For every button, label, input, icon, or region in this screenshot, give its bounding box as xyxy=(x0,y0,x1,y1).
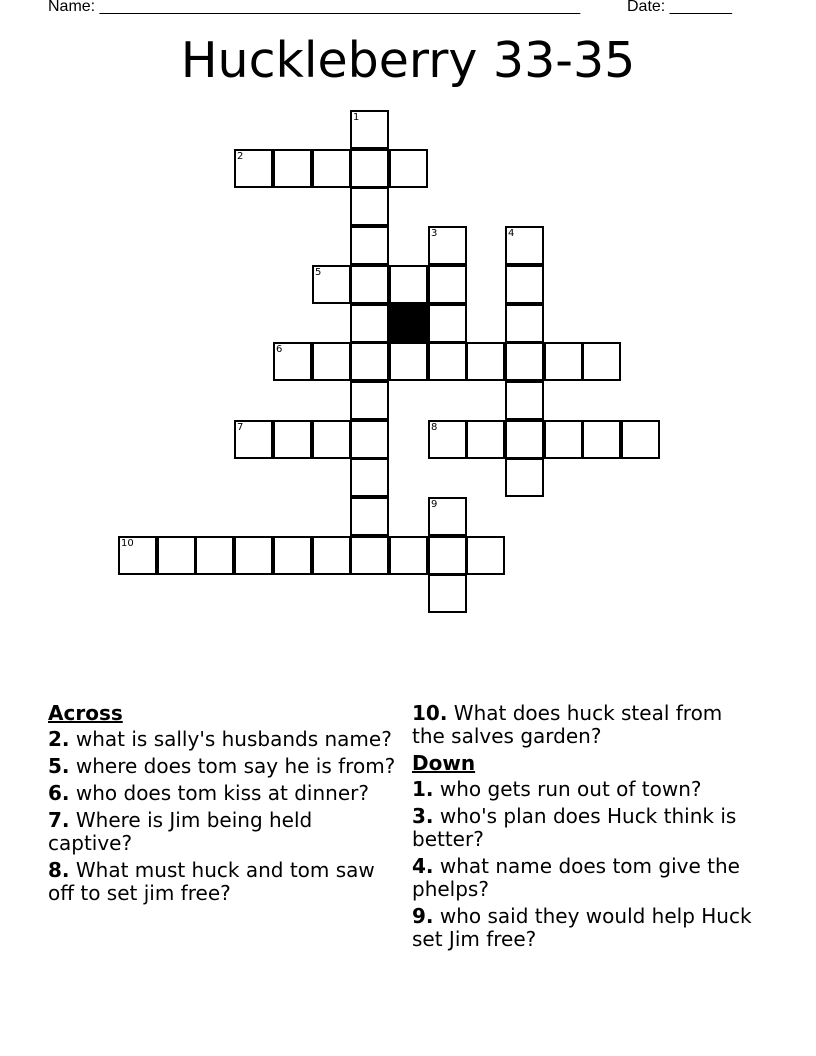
grid-cell[interactable] xyxy=(312,149,351,188)
grid-cell[interactable] xyxy=(389,149,428,188)
across-heading: Across xyxy=(48,701,123,725)
clue-number: 10. xyxy=(412,701,448,725)
grid-cell[interactable] xyxy=(428,304,467,343)
cell-number: 8 xyxy=(431,422,438,433)
date-line[interactable]: Date: _______ xyxy=(627,0,732,15)
clue-text: who gets run out of town? xyxy=(439,777,702,801)
clue-text: what name does tom give the phelps? xyxy=(412,854,740,901)
grid-cell[interactable] xyxy=(157,536,196,575)
down-heading: Down xyxy=(412,751,476,775)
cell-number: 6 xyxy=(276,344,283,355)
grid-cell[interactable] xyxy=(505,420,544,459)
grid-cell[interactable] xyxy=(505,304,544,343)
grid-cell[interactable] xyxy=(428,226,467,265)
clue-number: 7. xyxy=(48,808,70,832)
grid-cell[interactable] xyxy=(312,420,351,459)
grid-cell[interactable] xyxy=(350,497,389,536)
down-clue-9 xyxy=(412,905,752,951)
grid-cell[interactable] xyxy=(234,149,273,188)
grid-cell[interactable] xyxy=(350,342,389,381)
clue-number: 6. xyxy=(48,781,70,805)
clue-text: Where is Jim being held captive? xyxy=(48,808,313,855)
page-title: Huckleberry 33-35 xyxy=(180,32,636,89)
cell-number: 5 xyxy=(315,267,322,278)
grid-cell[interactable] xyxy=(582,420,621,459)
clue-number: 3. xyxy=(412,804,434,828)
across-clue-10 xyxy=(412,702,752,748)
clue-text: who said they would help Huck set Jim free? xyxy=(412,904,752,951)
grid-cell[interactable] xyxy=(350,149,389,188)
clue-number: 9. xyxy=(412,904,434,928)
grid-cell[interactable] xyxy=(273,536,312,575)
clue-number: 5. xyxy=(48,754,70,778)
grid-cell[interactable] xyxy=(389,265,428,304)
cell-number: 2 xyxy=(237,151,244,162)
grid-cell[interactable] xyxy=(505,226,544,265)
grid-cell[interactable] xyxy=(466,420,505,459)
across-clue-7 xyxy=(48,809,398,855)
clue-text: where does tom say he is from? xyxy=(75,754,396,778)
grid-cell[interactable] xyxy=(273,342,312,381)
grid-cell[interactable] xyxy=(582,342,621,381)
grid-cell[interactable] xyxy=(350,536,389,575)
grid-cell[interactable] xyxy=(505,381,544,420)
clue-number: 4. xyxy=(412,854,434,878)
grid-cell[interactable] xyxy=(389,536,428,575)
down-clue-3 xyxy=(412,805,752,851)
grid-cell[interactable] xyxy=(350,304,389,343)
grid-cell[interactable] xyxy=(544,420,583,459)
across-clue-2 xyxy=(48,728,398,751)
clue-number: 8. xyxy=(48,858,70,882)
cell-number: 9 xyxy=(431,499,438,510)
grid-cell[interactable] xyxy=(234,536,273,575)
grid-cell[interactable] xyxy=(234,420,273,459)
clue-number: 1. xyxy=(412,777,434,801)
grid-cell[interactable] xyxy=(544,342,583,381)
grid-cell[interactable] xyxy=(350,110,389,149)
black-cell xyxy=(389,304,428,343)
grid-cell[interactable] xyxy=(273,420,312,459)
grid-cell[interactable] xyxy=(505,458,544,497)
cell-number: 3 xyxy=(431,228,438,239)
grid-cell[interactable] xyxy=(273,149,312,188)
grid-cell[interactable] xyxy=(350,226,389,265)
cell-number: 10 xyxy=(121,538,134,549)
across-clue-8 xyxy=(48,859,398,905)
clue-text: What must huck and tom saw off to set jim free? xyxy=(48,858,375,905)
grid-cell[interactable] xyxy=(350,458,389,497)
grid-cell[interactable] xyxy=(350,265,389,304)
cell-number: 1 xyxy=(353,112,360,123)
clue-text: What does huck steal from the salves garden? xyxy=(412,701,723,748)
cell-number: 7 xyxy=(237,422,244,433)
grid-cell[interactable] xyxy=(428,497,467,536)
clue-text: what is sally's husbands name? xyxy=(75,727,392,751)
grid-cell[interactable] xyxy=(195,536,234,575)
across-clue-5 xyxy=(48,755,398,778)
cell-number: 4 xyxy=(508,228,515,239)
grid-cell[interactable] xyxy=(312,536,351,575)
grid-cell[interactable] xyxy=(350,187,389,226)
clues-left-column xyxy=(48,702,398,909)
grid-cell[interactable] xyxy=(312,265,351,304)
grid-cell[interactable] xyxy=(466,342,505,381)
grid-cell[interactable] xyxy=(428,265,467,304)
across-clue-6 xyxy=(48,782,398,805)
grid-cell[interactable] xyxy=(428,420,467,459)
grid-cell[interactable] xyxy=(621,420,660,459)
grid-cell[interactable] xyxy=(466,536,505,575)
clues-right-column xyxy=(412,702,752,955)
grid-cell[interactable] xyxy=(312,342,351,381)
grid-cell[interactable] xyxy=(428,574,467,613)
grid-cell[interactable] xyxy=(350,420,389,459)
clue-number: 2. xyxy=(48,727,70,751)
grid-cell[interactable] xyxy=(428,536,467,575)
down-clue-1 xyxy=(412,778,752,801)
grid-cell[interactable] xyxy=(505,342,544,381)
down-clue-4 xyxy=(412,855,752,901)
clue-text: who's plan does Huck think is better? xyxy=(412,804,737,851)
grid-cell[interactable] xyxy=(389,342,428,381)
grid-cell[interactable] xyxy=(428,342,467,381)
name-line[interactable]: Name: ______________________________________________________ xyxy=(48,0,581,15)
clue-text: who does tom kiss at dinner? xyxy=(75,781,369,805)
grid-cell[interactable] xyxy=(350,381,389,420)
grid-cell[interactable] xyxy=(118,536,157,575)
grid-cell[interactable] xyxy=(505,265,544,304)
